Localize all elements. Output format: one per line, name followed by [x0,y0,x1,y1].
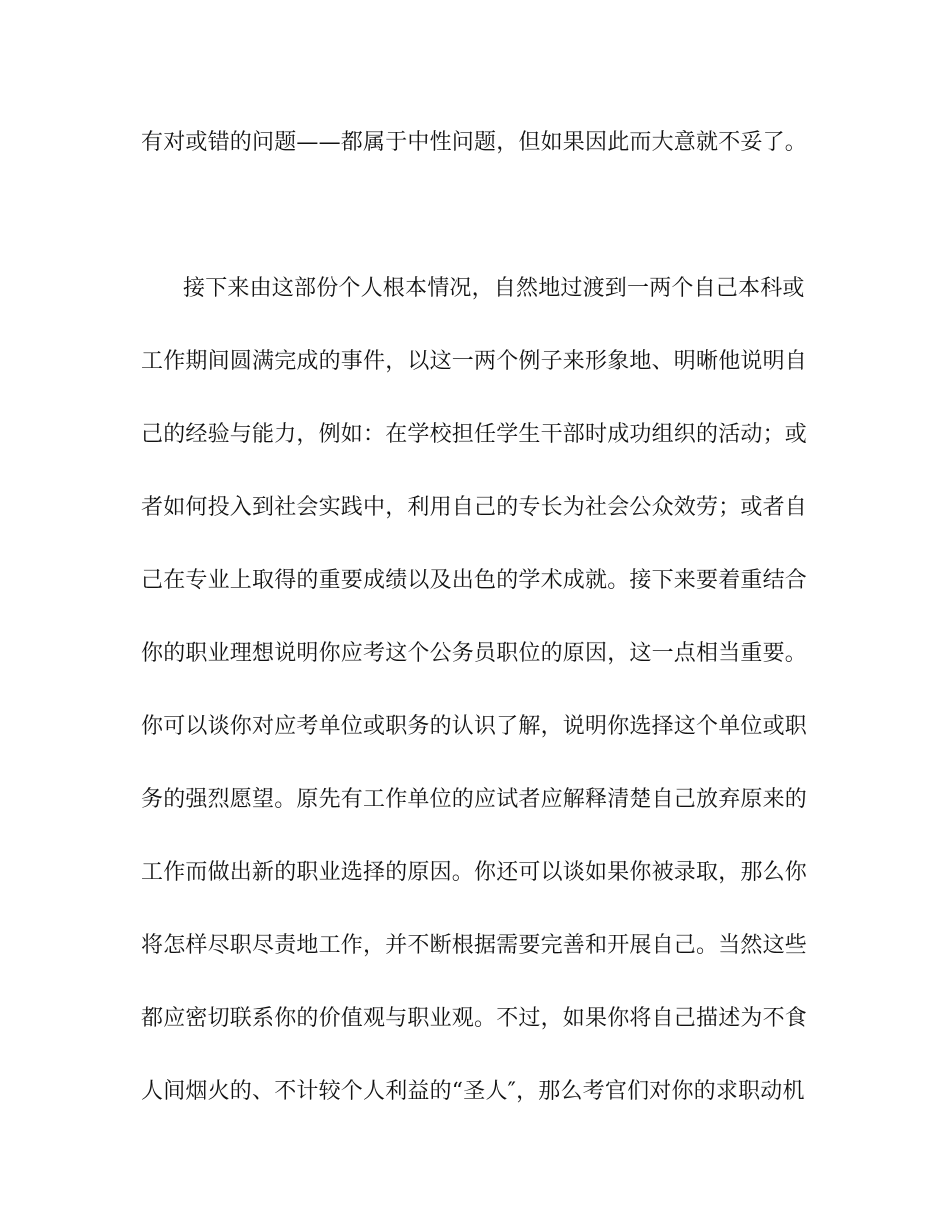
paragraph-2-line-3: 己的经验与能力，例如：在学校担任学生干部时成功组织的活动；或 [141,422,808,447]
paragraph-2-line-1: 接下来由这部份个人根本情况，自然地过渡到一两个自己本科或 [183,276,805,301]
paragraph-2-line-10: 将怎样尽职尽责地工作，并不断根据需要完善和开展自己。当然这些 [141,933,808,958]
paragraph-2-line-12: 人间烟火的、不计较个人利益的“圣人″，那么考官们对你的求职动机 [141,1079,805,1104]
paragraph-2-line-9: 工作而做出新的职业选择的原因。你还可以谈如果你被录取，那么你 [141,860,808,885]
paragraph-2-line-7: 你可以谈你对应考单位或职务的认识了解，说明你选择这个单位或职 [141,714,808,739]
paragraph-2-line-4: 者如何投入到社会实践中，利用自己的专长为社会公众效劳；或者自 [141,495,808,520]
paragraph-2-line-5: 己在专业上取得的重要成绩以及出色的学术成就。接下来要着重结合 [141,568,808,593]
paragraph-2-line-6: 你的职业理想说明你应考这个公务员职位的原因，这一点相当重要。 [141,641,808,666]
paragraph-2-line-2: 工作期间圆满完成的事件，以这一两个例子来形象地、明晰他说明自 [141,349,808,374]
paragraph-2-line-8: 务的强烈愿望。原先有工作单位的应试者应解释清楚自己放弃原来的 [141,787,808,812]
paragraph-2-line-11: 都应密切联系你的价值观与职业观。不过，如果你将自己描述为不食 [141,1006,808,1031]
paragraph-1-line-1: 有对或错的问题——都属于中性问题，但如果因此而大意就不妥了。 [141,130,808,155]
